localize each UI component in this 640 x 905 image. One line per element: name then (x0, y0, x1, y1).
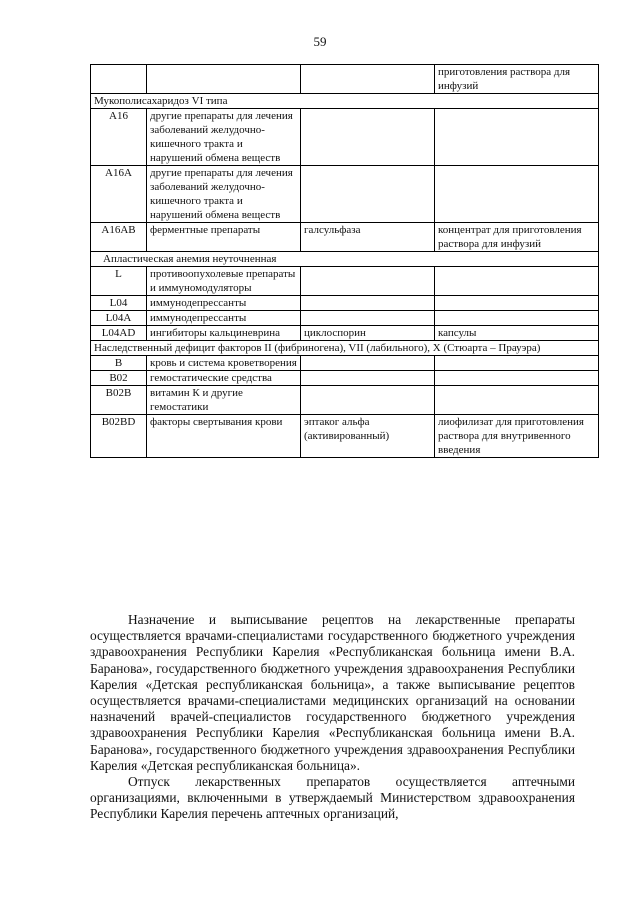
table-row (91, 311, 599, 326)
atc-name: противоопухолевые препараты и иммуномодуляторы (147, 267, 301, 296)
atc-name: ферментные препараты (147, 223, 301, 252)
table-cell (301, 356, 435, 371)
atc-code: В02 (91, 371, 147, 386)
atc-name: иммунодепрессанты (147, 311, 301, 326)
form-cell: приготовления раствора для инфузий (435, 65, 599, 94)
table-cell (301, 109, 435, 166)
table-cell (435, 267, 599, 296)
table-cell (435, 386, 599, 415)
table-cell (435, 311, 599, 326)
table-cell (301, 296, 435, 311)
table-cell (147, 65, 301, 94)
table-row (91, 386, 599, 415)
section-row (91, 341, 599, 356)
atc-code: В (91, 356, 147, 371)
atc-name: факторы свертывания крови (147, 415, 301, 458)
drug-name: эптаког альфа (активированный) (301, 415, 435, 458)
paragraph-dispensing: Отпуск лекарственных препаратов осуществляется аптечными организациями, включенными в утверждаемый Министерством здравоохранения Республики Карелия перечень аптечных организаций, (90, 774, 575, 822)
table-row (91, 267, 599, 296)
table-cell (301, 386, 435, 415)
atc-code: А16А (91, 166, 147, 223)
body-text (90, 612, 575, 823)
table-row (91, 371, 599, 386)
table-row (91, 415, 599, 458)
drug-name: циклоспорин (301, 326, 435, 341)
table-cell (435, 166, 599, 223)
table-row (91, 65, 599, 94)
atc-code: L04 (91, 296, 147, 311)
atc-name: витамин К и другие гемостатики (147, 386, 301, 415)
section-row (91, 252, 599, 267)
table-cell (301, 166, 435, 223)
dosage-form: лиофилизат для приготовления раствора для внутривенного введения (435, 415, 599, 458)
table-row (91, 296, 599, 311)
atc-code: L04AD (91, 326, 147, 341)
paragraph-prescribing: Назначение и выписывание рецептов на лекарственные препараты осуществляется врачами-специалистами государственного бюджетного учреждения здравоохранения Республики Карелия «Республиканская больница имени В.А. Баранова», государственного бюджетного учреждения здравоохранения Республики Карелия «Детская республиканская больница», а также выписывание рецептов осуществляется врачами-специалистами медицинских организаций на основании назначений врачей-специалистов государственного бюджетного учреждения здравоохранения Республики Карелия «Республиканская больница имени В.А. Баранова», государственного бюджетного учреждения здравоохранения Республики Карелия «Детская республиканская больница». (90, 612, 575, 773)
atc-name: гемостатические средства (147, 371, 301, 386)
drug-table (90, 64, 599, 458)
drug-name: галсульфаза (301, 223, 435, 252)
atc-code: L (91, 267, 147, 296)
section-heading: Наследственный дефицит факторов II (фибриногена), VII (лабильного), Х (Стюарта – Прауэра) (91, 341, 599, 356)
section-heading: Мукополисахаридоз VI типа (91, 94, 599, 109)
section-row (91, 94, 599, 109)
atc-code: А16АВ (91, 223, 147, 252)
table-cell (301, 371, 435, 386)
table-row (91, 356, 599, 371)
section-heading: Апластическая анемия неуточненная (91, 252, 599, 267)
table-cell (301, 311, 435, 326)
atc-name: другие препараты для лечения заболеваний желудочно-кишечного тракта и нарушений обмена веществ (147, 109, 301, 166)
table-row (91, 109, 599, 166)
atc-code: В02BD (91, 415, 147, 458)
table-cell (435, 356, 599, 371)
atc-name: другие препараты для лечения заболеваний желудочно-кишечного тракта и нарушений обмена веществ (147, 166, 301, 223)
dosage-form: концентрат для приготовления раствора для инфузий (435, 223, 599, 252)
dosage-form: капсулы (435, 326, 599, 341)
table-row (91, 223, 599, 252)
table-cell (435, 296, 599, 311)
atc-code: L04A (91, 311, 147, 326)
page-number: 59 (313, 34, 327, 49)
table-cell (301, 65, 435, 94)
atc-name: иммунодепрессанты (147, 296, 301, 311)
table-cell (301, 267, 435, 296)
atc-code: В02В (91, 386, 147, 415)
atc-code: А16 (91, 109, 147, 166)
table-cell (435, 371, 599, 386)
table-cell (91, 65, 147, 94)
table-row (91, 166, 599, 223)
table-row (91, 326, 599, 341)
table-cell (435, 109, 599, 166)
atc-name: кровь и система кроветворения (147, 356, 301, 371)
atc-name: ингибиторы кальциневрина (147, 326, 301, 341)
